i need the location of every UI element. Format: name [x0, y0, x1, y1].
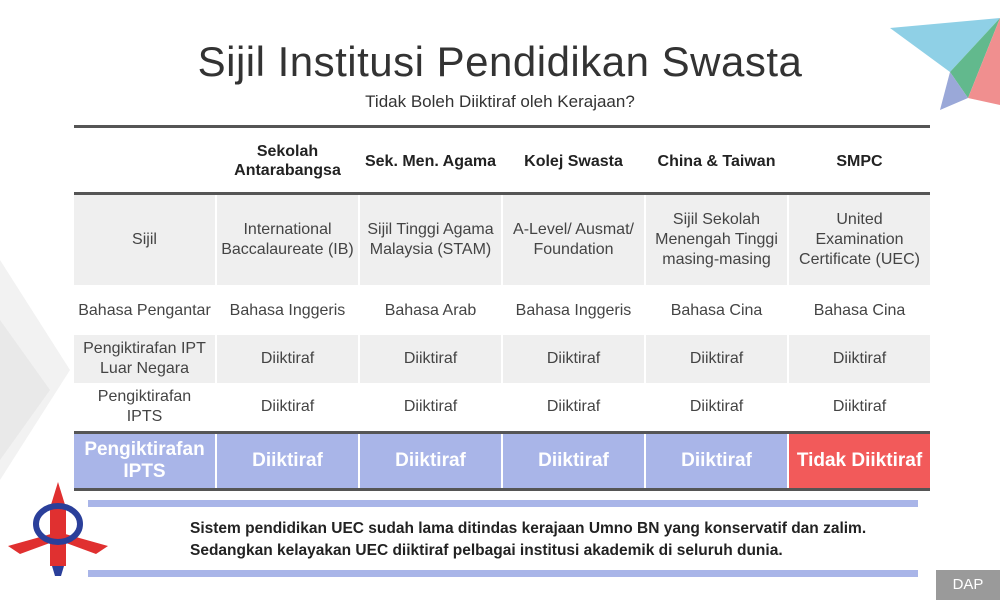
highlight-row-label: Pengiktirafan IPTS [74, 433, 216, 490]
divider-bar-bottom [88, 570, 918, 577]
comparison-table [74, 130, 930, 491]
table-cell: Diiktiraf [359, 383, 502, 433]
highlight-cell-not-recognised: Tidak Diiktiraf [788, 433, 930, 490]
table-cell: Diiktiraf [502, 383, 645, 433]
table-cell: United Examination Certificate (UEC) [788, 194, 930, 287]
footnote-text: Sistem pendidikan UEC sudah lama ditindas kerajaan Umno BN yang konservatif dan zalim. Sedangkan kelayakan UEC diiktiraf pelbagai institusi akademik di seluruh dunia. [190, 520, 867, 559]
table-cell: Bahasa Cina [788, 286, 930, 335]
table-cell: International Baccalaureate (IB) [216, 194, 359, 287]
table-cell: A-Level/ Ausmat/ Foundation [502, 194, 645, 287]
corner-label: DAP [936, 570, 1000, 600]
table-cell: Bahasa Inggeris [502, 286, 645, 335]
page-title: Sijil Institusi Pendidikan Swasta [197, 38, 803, 85]
table-row-ipts [74, 383, 930, 433]
table-row-bahasa-pengantar [74, 286, 930, 335]
table-cell: Diiktiraf [788, 335, 930, 383]
table-header-row [74, 130, 930, 194]
highlight-cell: Diiktiraf [502, 433, 645, 490]
header-sek-men-agama: Sek. Men. Agama [359, 130, 502, 194]
table-cell: Diiktiraf [788, 383, 930, 433]
table-row-sijil [74, 194, 930, 287]
header-kolej-swasta: Kolej Swasta [502, 130, 645, 194]
table-cell: Diiktiraf [216, 383, 359, 433]
highlight-cell: Diiktiraf [645, 433, 788, 490]
page-subtitle: Tidak Boleh Diiktiraf oleh Kerajaan? [365, 92, 635, 111]
header-china-taiwan: China & Taiwan [645, 130, 788, 194]
table-top-rule [74, 125, 930, 128]
highlight-cell: Diiktiraf [216, 433, 359, 490]
table-cell: Diiktiraf [216, 335, 359, 383]
row-label: Pengiktirafan IPT Luar Negara [74, 335, 216, 383]
row-label: Sijil [74, 194, 216, 287]
header-sekolah-antarabangsa: Sekolah Antarabangsa [216, 130, 359, 194]
table-cell: Diiktiraf [502, 335, 645, 383]
table-cell: Bahasa Arab [359, 286, 502, 335]
table-cell: Sijil Tinggi Agama Malaysia (STAM) [359, 194, 502, 287]
table-cell: Diiktiraf [645, 383, 788, 433]
table-row-ipt-luar-negara [74, 335, 930, 383]
divider-bar-top [88, 500, 918, 507]
table-cell: Bahasa Inggeris [216, 286, 359, 335]
table-cell: Sijil Sekolah Menengah Tinggi masing-masing [645, 194, 788, 287]
table-row-highlight-ipts [74, 433, 930, 490]
table-cell: Bahasa Cina [645, 286, 788, 335]
header-smpc: SMPC [788, 130, 930, 194]
table-cell: Diiktiraf [645, 335, 788, 383]
table-cell: Diiktiraf [359, 335, 502, 383]
row-label: Pengiktirafan IPTS [74, 383, 216, 433]
header-empty [74, 130, 216, 194]
row-label: Bahasa Pengantar [74, 286, 216, 335]
rocket-logo-icon [8, 478, 108, 578]
highlight-cell: Diiktiraf [359, 433, 502, 490]
